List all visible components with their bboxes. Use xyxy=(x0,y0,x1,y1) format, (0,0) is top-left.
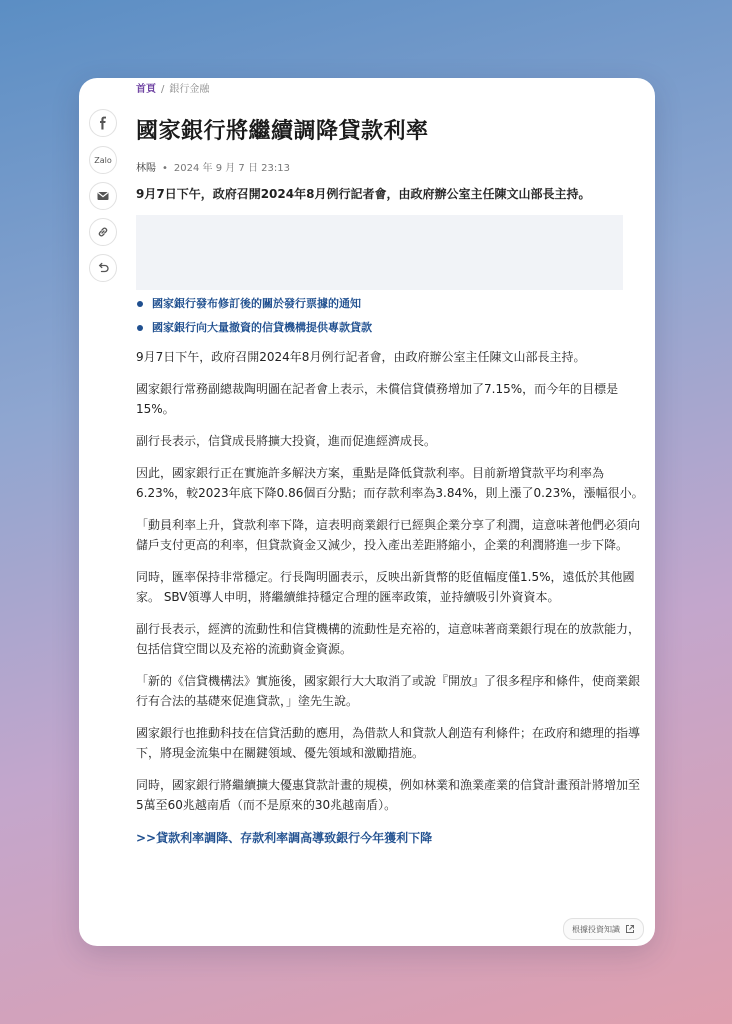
undo-icon xyxy=(96,261,110,275)
body-paragraph: 國家銀行也推動科技在信貸活動的應用，為借款人和貸款人創造有利條件；在政府和總理的指導下，將現金流集中在關鍵領域、優先領域和激勵措施。 xyxy=(136,726,641,760)
related-link-item[interactable] xyxy=(136,321,626,335)
body-paragraph: 「動員利率上升，貸款利率下降，這表明商業銀行已經與企業分享了利潤，這意味著他們必須向儲戶支付更高的利率，但貸款資金又減少，投入產出差距將縮小，企業的利潤將進一步下降。 xyxy=(136,518,641,552)
body-paragraph: 同時，匯率保持非常穩定。行長陶明圖表示，反映出新貨幣的貶值幅度僅1.5%，遠低於其他國家。 SBV領導人申明，將繼續維持穩定合理的匯率政策，並持續吸引外資資本。 xyxy=(136,570,635,604)
body-paragraph: 國家銀行常務副總裁陶明圖在記者會上表示，未償信貸債務增加了7.15%，而今年的目標是15%。 xyxy=(136,382,619,416)
breadcrumb-home-link[interactable]: 首頁 xyxy=(136,84,156,95)
article-meta xyxy=(136,159,290,174)
facebook-icon xyxy=(96,116,110,130)
body-paragraph: 副行長表示，經濟的流動性和信貸機構的流動性是充裕的，這意味著商業銀行現在的放款能力，包括信貸空間以及充裕的流動資金資源。 xyxy=(136,622,641,656)
author-name[interactable]: 林陽 xyxy=(136,163,156,174)
article-lead: 9月7日下午，政府召開2024年8月例行記者會，由政府辦公室主任陳文山部長主持。 xyxy=(136,187,591,201)
body-paragraph: 副行長表示，信貸成長將擴大投資，進而促進經濟成長。 xyxy=(136,434,437,448)
article-card xyxy=(79,78,655,946)
related-link-item[interactable] xyxy=(136,297,626,311)
article-title: 國家銀行將繼續調降貸款利率 xyxy=(136,119,429,144)
source-label: 根據投資知識 xyxy=(572,924,620,934)
breadcrumb-separator: / xyxy=(161,84,165,95)
meta-separator: • xyxy=(162,163,168,174)
bullet-icon xyxy=(137,325,143,331)
breadcrumb-category-link[interactable]: 銀行金融 xyxy=(169,84,210,95)
email-share-button[interactable] xyxy=(89,182,117,210)
source-badge[interactable] xyxy=(563,918,644,940)
link-icon xyxy=(96,225,110,239)
media-placeholder xyxy=(136,215,623,290)
mail-icon xyxy=(96,189,110,203)
body-paragraph: 9月7日下午，政府召開2024年8月例行記者會，由政府辦公室主任陳文山部長主持。 xyxy=(136,350,586,364)
zalo-icon: Zalo xyxy=(94,155,112,165)
bullet-icon xyxy=(137,301,143,307)
related-links xyxy=(136,297,626,345)
zalo-share-button[interactable] xyxy=(89,146,117,174)
related-link-text[interactable]: 國家銀行發布修訂後的關於發行票據的通知 xyxy=(152,297,361,310)
body-paragraph: 「新的《信貸機構法》實施後，國家銀行大大取消了或說『開放』了很多程序和條件，使商業銀行有合法的基礎來促進貸款，」塗先生說。 xyxy=(136,674,641,708)
article-body xyxy=(136,347,644,847)
breadcrumb xyxy=(136,80,209,95)
publish-date: 2024 年 9 月 7 日 23:13 xyxy=(173,163,290,174)
body-paragraph: 因此，國家銀行正在實施許多解決方案，重點是降低貸款利率。目前新增貸款平均利率為6.23%，較2023年底下降0.86個百分點；而存款利率為3.84%，則上漲了0.23%，漲幅很小。 xyxy=(136,466,644,500)
back-button[interactable] xyxy=(89,254,117,282)
related-link-text[interactable]: 國家銀行向大量撤資的信貸機構提供專款貸款 xyxy=(152,321,372,334)
read-more-link[interactable]: >>貸款利率調降、存款利率調高導致銀行今年獲利下降 xyxy=(136,831,433,845)
body-paragraph: 同時，國家銀行將繼續擴大優惠貸款計畫的規模，例如林業和漁業產業的信貸計畫預計將增加至5萬至60兆越南盾（而不是原來的30兆越南盾）。 xyxy=(136,778,641,812)
copy-link-button[interactable] xyxy=(89,218,117,246)
external-link-icon xyxy=(625,924,635,934)
facebook-share-button[interactable] xyxy=(89,109,117,137)
